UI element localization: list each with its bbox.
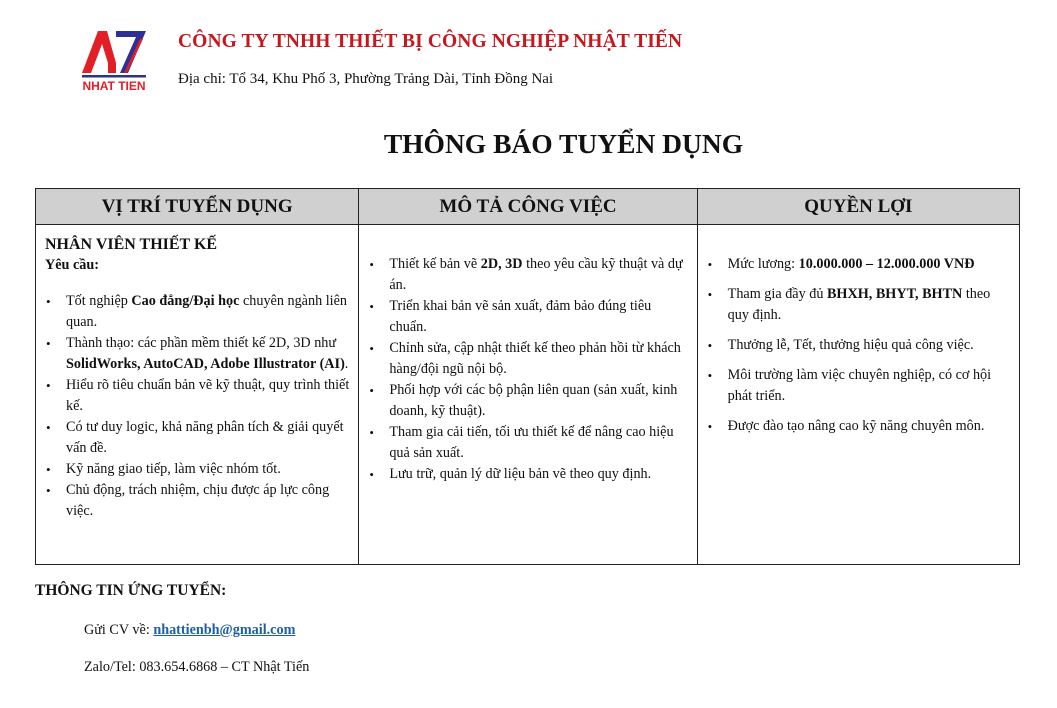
header-position: VỊ TRÍ TUYỂN DỤNG — [36, 189, 359, 225]
list-item: • Phối hợp với các bộ phận liên quan (sản xuất, kinh doanh, kỹ thuật). — [360, 380, 695, 422]
benefits-cell — [697, 225, 1019, 565]
job-table — [35, 188, 1020, 565]
company-logo — [80, 27, 148, 95]
list-item: • Lưu trữ, quản lý dữ liệu bản vẽ theo quy định. — [360, 464, 695, 485]
list-item: • Triển khai bản vẽ sản xuất, đảm bảo đúng tiêu chuẩn. — [360, 296, 695, 338]
email-link[interactable]: nhattienbh@gmail.com — [153, 622, 296, 638]
cv-label: Gửi CV về: — [84, 622, 154, 638]
position-title: NHÂN VIÊN THIẾT KẾ — [45, 236, 218, 253]
page-title: THÔNG BÁO TUYỂN DỤNG — [383, 128, 744, 159]
list-item: • Thành thạo: các phần mềm thiết kế 2D, 3D như SolidWorks, AutoCAD, Adobe Illustrator (AI). — [37, 333, 357, 375]
svg-text:NHAT TIEN: NHAT TIEN — [82, 79, 146, 93]
list-item: • Có tư duy logic, khả năng phân tích & giải quyết vấn đề. — [37, 417, 357, 459]
list-item: • Thưởng lễ, Tết, thưởng hiệu quả công việc. — [699, 335, 1018, 356]
list-item: • Tốt nghiệp Cao đẳng/Đại học chuyên ngành liên quan. — [37, 291, 357, 333]
position-cell — [36, 225, 359, 565]
nhat-tien-logo-icon — [80, 27, 148, 95]
list-item: • Kỹ năng giao tiếp, làm việc nhóm tốt. — [37, 459, 357, 480]
list-item: • Được đào tạo nâng cao kỹ năng chuyên môn. — [699, 416, 1018, 437]
table-header-row — [36, 189, 1020, 225]
list-item: • Thiết kế bản vẽ 2D, 3D theo yêu cầu kỹ thuật và dự án. — [360, 254, 695, 296]
benefits-list — [699, 254, 1018, 437]
header-benefits: QUYỀN LỢI — [697, 189, 1019, 225]
requirements-list — [37, 291, 357, 522]
list-item: • Môi trường làm việc chuyên nghiệp, có cơ hội phát triển. — [699, 365, 1018, 407]
company-name: CÔNG TY TNHH THIẾT BỊ CÔNG NGHIỆP NHẬT TIẾN — [178, 31, 683, 52]
list-item: • Tham gia đầy đủ BHXH, BHYT, BHTN theo quy định. — [699, 284, 1018, 326]
list-item: • Chủ động, trách nhiệm, chịu được áp lực công việc. — [37, 480, 357, 522]
company-address: Địa chỉ: Tổ 34, Khu Phố 3, Phường Trảng Dài, Tỉnh Đồng Nai — [178, 71, 554, 87]
header-description: MÔ TẢ CÔNG VIỆC — [359, 189, 697, 225]
contact-line: Zalo/Tel: 083.654.6868 – CT Nhật Tiến — [84, 659, 310, 675]
description-cell — [359, 225, 697, 565]
apply-heading: THÔNG TIN ỨNG TUYỂN: — [35, 582, 227, 599]
table-row — [36, 225, 1020, 565]
list-item: • Mức lương: 10.000.000 – 12.000.000 VNĐ — [699, 254, 1018, 275]
requirements-label: Yêu cầu: — [45, 257, 99, 273]
list-item: • Tham gia cải tiến, tối ưu thiết kế để nâng cao hiệu quả sản xuất. — [360, 422, 695, 464]
cv-line — [84, 622, 295, 639]
list-item: • Hiểu rõ tiêu chuẩn bản vẽ kỹ thuật, quy trình thiết kế. — [37, 375, 357, 417]
description-list — [360, 254, 695, 485]
list-item: • Chỉnh sửa, cập nhật thiết kế theo phản hồi từ khách hàng/đội ngũ nội bộ. — [360, 338, 695, 380]
